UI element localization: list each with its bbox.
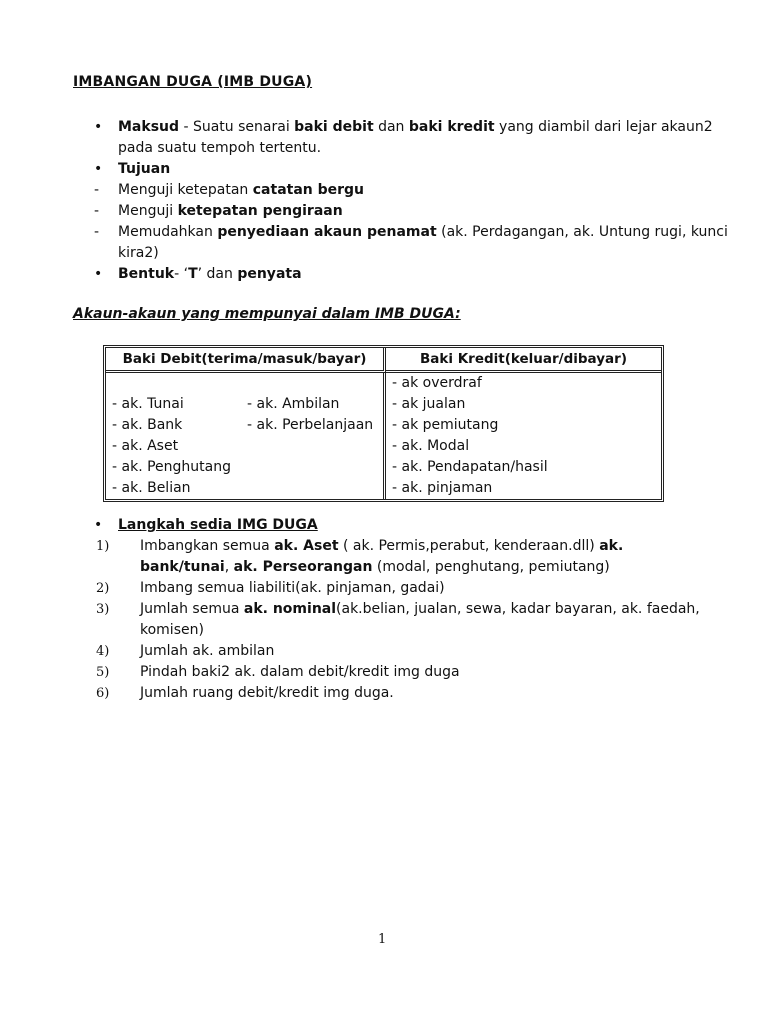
debit-header: Baki Debit(terima/masuk/bayar) (106, 348, 386, 373)
list-item: - ak. Ambilan (247, 396, 340, 412)
debit-cell (106, 373, 386, 499)
step-5: Pindah baki2 ak. dalam debit/kredit img duga (140, 664, 460, 680)
list-item: - ak. Tunai (112, 396, 184, 412)
step-number: 5) (96, 665, 110, 680)
step-6: Jumlah ruang debit/kredit img duga. (140, 685, 394, 701)
step-number: 1) (96, 539, 110, 554)
step-3: Jumlah semua ak. nominal(ak.belian, jualan, sewa, kadar bayaran, ak. faedah, (140, 601, 700, 617)
list-item: - ak. Modal (392, 438, 470, 454)
steps-heading: Langkah sedia IMG DUGA (118, 517, 318, 533)
bullet-icon: • (94, 266, 103, 282)
maksud-line: Maksud - Suatu senarai baki debit dan baki kredit yang diambil dari lejar akaun2 (118, 119, 713, 135)
page-title: IMBANGAN DUGA (IMB DUGA) (73, 74, 313, 90)
accounts-table (103, 345, 664, 502)
table-header-row (106, 348, 661, 373)
step-number: 2) (96, 581, 110, 596)
list-item: - ak. pinjaman (392, 480, 493, 496)
step-2: Imbang semua liabiliti(ak. pinjaman, gadai) (140, 580, 445, 596)
step-1: Imbangkan semua ak. Aset ( ak. Permis,perabut, kenderaan.dll) ak. (140, 538, 624, 554)
step-1-continuation: bank/tunai, ak. Perseorangan (modal, penghutang, pemiutang) (140, 559, 610, 575)
step-number: 4) (96, 644, 110, 659)
step-number: 6) (96, 686, 110, 701)
tujuan-label: Tujuan (118, 161, 171, 177)
accounts-heading: Akaun-akaun yang mempunyai dalam IMB DUGA: (73, 306, 461, 322)
dash-marker: - (94, 203, 100, 219)
bullet-icon: • (94, 119, 103, 135)
kredit-header: Baki Kredit(keluar/dibayar) (386, 348, 661, 373)
step-4: Jumlah ak. ambilan (140, 643, 275, 659)
tujuan-item-3: Memudahkan penyediaan akaun penamat (ak. Perdagangan, ak. Untung rugi, kunci (118, 224, 728, 240)
step-3-continuation: komisen) (140, 622, 204, 638)
list-item: - ak. Bank (112, 417, 183, 433)
kredit-cell (386, 373, 661, 499)
list-item: - ak overdraf (392, 375, 482, 391)
tujuan-item-3-continuation: kira2) (118, 245, 159, 261)
list-item: - ak. Pendapatan/hasil (392, 459, 548, 475)
tujuan-item-1: Menguji ketepatan catatan bergu (118, 182, 365, 198)
dash-marker: - (94, 224, 100, 240)
bentuk-line: Bentuk- ‘T’ dan penyata (118, 266, 302, 282)
list-item: - ak. Belian (112, 480, 191, 496)
dash-marker: - (94, 182, 100, 198)
maksud-label: Maksud (118, 119, 180, 135)
list-item: - ak. Perbelanjaan (247, 417, 374, 433)
list-item: - ak. Penghutang (112, 459, 231, 475)
list-item: - ak jualan (392, 396, 466, 412)
table-row (106, 373, 661, 499)
page-number: 1 (378, 932, 387, 947)
bullet-icon: • (94, 517, 103, 533)
list-item: - ak pemiutang (392, 417, 499, 433)
maksud-continuation: pada suatu tempoh tertentu. (118, 140, 322, 156)
bullet-icon: • (94, 161, 103, 177)
list-item: - ak. Aset (112, 438, 179, 454)
tujuan-item-2: Menguji ketepatan pengiraan (118, 203, 343, 219)
step-number: 3) (96, 602, 110, 617)
